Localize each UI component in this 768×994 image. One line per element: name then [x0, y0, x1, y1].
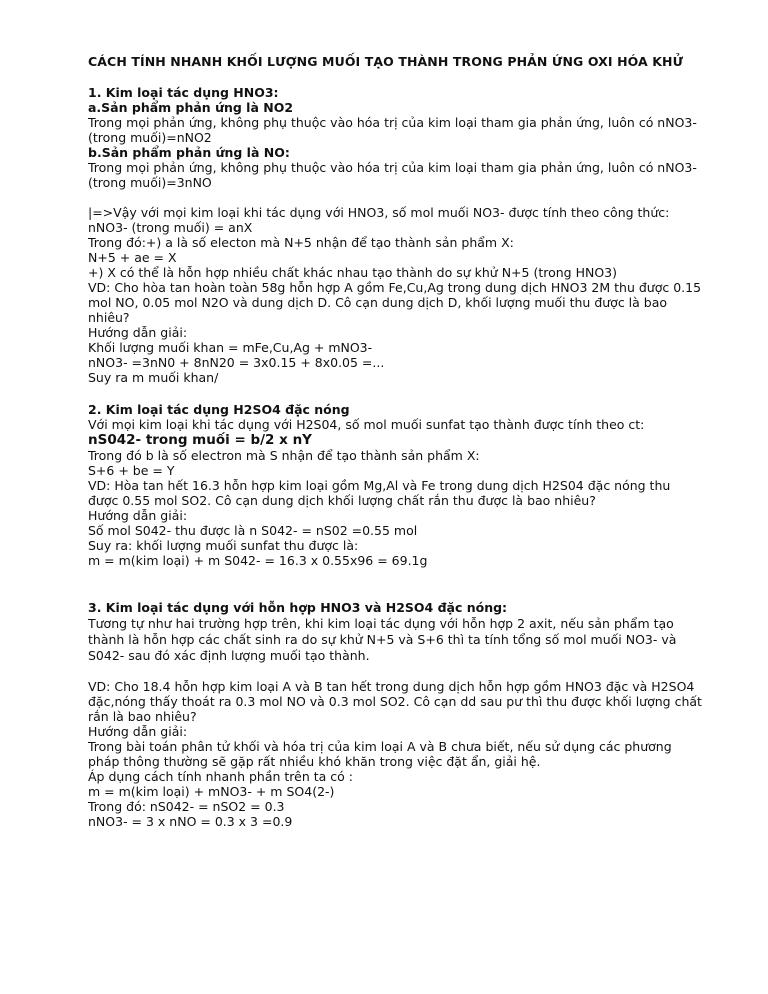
section-3-text-line: Tương tự như hai trường hợp trên, khi kim loại tác dụng với hỗn hợp 2 axit, nếu sản phẩm tạo	[88, 616, 674, 631]
section-2-heading: 2. Kim loại tác dụng H2SO4 đặc nóng	[88, 402, 350, 417]
section-2-formula: nS042- trong muối = b/2 x nY	[88, 432, 312, 448]
section-1-solution-line: nNO3- =3nN0 + 8nN20 = 3x0.15 + 8x0.05 =...	[88, 355, 385, 370]
section-2-text-line: Trong đó b là số electron mà S nhận để tạo thành sản phẩm X:	[88, 448, 480, 463]
section-1-example-line: mol NO, 0.05 mol N2O và dung dịch D. Cô cạn dung dịch D, khối lượng muối thu được là bao	[88, 295, 668, 310]
section-2-example-line: được 0.55 mol SO2. Cô cạn dung dịch khối lượng chất rắn thu được là bao nhiêu?	[88, 493, 596, 508]
section-3-solution-line: Áp dụng cách tính nhanh phần trên ta có :	[88, 769, 353, 784]
section-1a-text-line: (trong muối)=nNO2	[88, 130, 212, 145]
section-1-solution-line: Khối lượng muối khan = mFe,Cu,Ag + mNO3-	[88, 340, 373, 355]
section-1-conclusion-line: |=>Vậy với mọi kim loại khi tác dụng với HNO3, số mol muối NO3- được tính theo công thức:	[88, 205, 670, 220]
section-1b-heading: b.Sản phẩm phản ứng là NO:	[88, 145, 290, 160]
section-3-example-line: VD: Cho 18.4 hỗn hợp kim loại A và B tan hết trong dung dịch hỗn hợp gồm HNO3 đặc và H2SO4	[88, 679, 695, 694]
section-2-text-line: Với mọi kim loại khi tác dụng với H2S04, số mol muối sunfat tạo thành được tính theo ct:	[88, 417, 645, 432]
section-1-example-line: VD: Cho hòa tan hoàn toàn 58g hỗn hợp A gồm Fe,Cu,Ag trong dung dịch HNO3 2M thu được 0.15	[88, 280, 702, 295]
section-1-heading: 1. Kim loại tác dụng HNO3:	[88, 85, 279, 100]
section-3-solution-line: pháp thông thường sẽ gặp rất nhiều khó khăn trong việc đặt ẩn, giải hệ.	[88, 754, 541, 769]
section-1-solution-label: Hướng dẫn giải:	[88, 325, 188, 340]
section-1b-text-line: Trong mọi phản ứng, không phụ thuộc vào hóa trị của kim loại tham gia phản ứng, luôn có nNO3-	[88, 160, 697, 175]
section-2-solution-label: Hướng dẫn giải:	[88, 508, 188, 523]
section-1-solution-line: Suy ra m muối khan/	[88, 370, 219, 385]
section-3-text-line: S042- sau đó xác định lượng muối tạo thành.	[88, 648, 370, 663]
section-1-formula-line: nNO3- (trong muối) = anX	[88, 220, 253, 235]
document-title: CÁCH TÍNH NHANH KHỐI LƯỢNG MUỐI TẠO THÀNH TRONG PHẢN ỨNG OXI HÓA KHỬ	[88, 54, 684, 69]
section-2-example-line: VD: Hòa tan hết 16.3 hỗn hợp kim loại gồm Mg,Al và Fe trong dung dịch H2S04 đặc nóng thu	[88, 478, 671, 493]
section-3-example-line: rắn là bao nhiêu?	[88, 709, 197, 724]
section-3-solution-line: Trong đó: nS042- = nSO2 = 0.3	[88, 799, 285, 814]
section-3-heading: 3. Kim loại tác dụng với hỗn hợp HNO3 và H2SO4 đặc nóng:	[88, 600, 508, 615]
section-1-example-line: nhiêu?	[88, 310, 130, 325]
section-3-solution-line: nNO3- = 3 x nNO = 0.3 x 3 =0.9	[88, 814, 293, 829]
section-2-equation-line: S+6 + be = Y	[88, 463, 175, 478]
section-3-solution-label: Hướng dẫn giải:	[88, 724, 188, 739]
section-3-example-line: đặc,nóng thấy thoát ra 0.3 mol NO và 0.3 mol SO2. Cô cạn dd sau pư thì thu được khối lượng chất	[88, 694, 702, 709]
section-1-equation-line: N+5 + ae = X	[88, 250, 177, 265]
section-2-solution-line: Số mol S042- thu được là n S042- = nS02 =0.55 mol	[88, 523, 418, 538]
section-1a-heading: a.Sản phẩm phản ứng là NO2	[88, 100, 294, 115]
section-1b-text-line: (trong muối)=3nNO	[88, 175, 212, 190]
section-3-solution-line: Trong bài toán phân tử khối và hóa trị của kim loại A và B chưa biết, nếu sử dụng các phương	[88, 739, 672, 754]
section-3-text-line: thành là hỗn hợp các chất sinh ra do sự khử N+5 và S+6 thì ta tính tổng số mol muối NO3- và	[88, 632, 677, 647]
section-3-solution-line: m = m(kim loại) + mNO3- + m SO4(2-)	[88, 784, 335, 799]
section-1a-text-line: Trong mọi phản ứng, không phụ thuộc vào hóa trị của kim loại tham gia phản ứng, luôn có nNO3-	[88, 115, 697, 130]
section-1-text-line: Trong đó:+) a là số electon mà N+5 nhận để tạo thành sản phẩm X:	[88, 235, 514, 250]
section-2-solution-line: Suy ra: khối lượng muối sunfat thu được là:	[88, 538, 359, 553]
section-2-solution-line: m = m(kim loại) + m S042- = 16.3 x 0.55x96 = 69.1g	[88, 553, 428, 568]
section-1-text-line: +) X có thể là hỗn hợp nhiều chất khác nhau tạo thành do sự khử N+5 (trong HNO3)	[88, 265, 617, 280]
